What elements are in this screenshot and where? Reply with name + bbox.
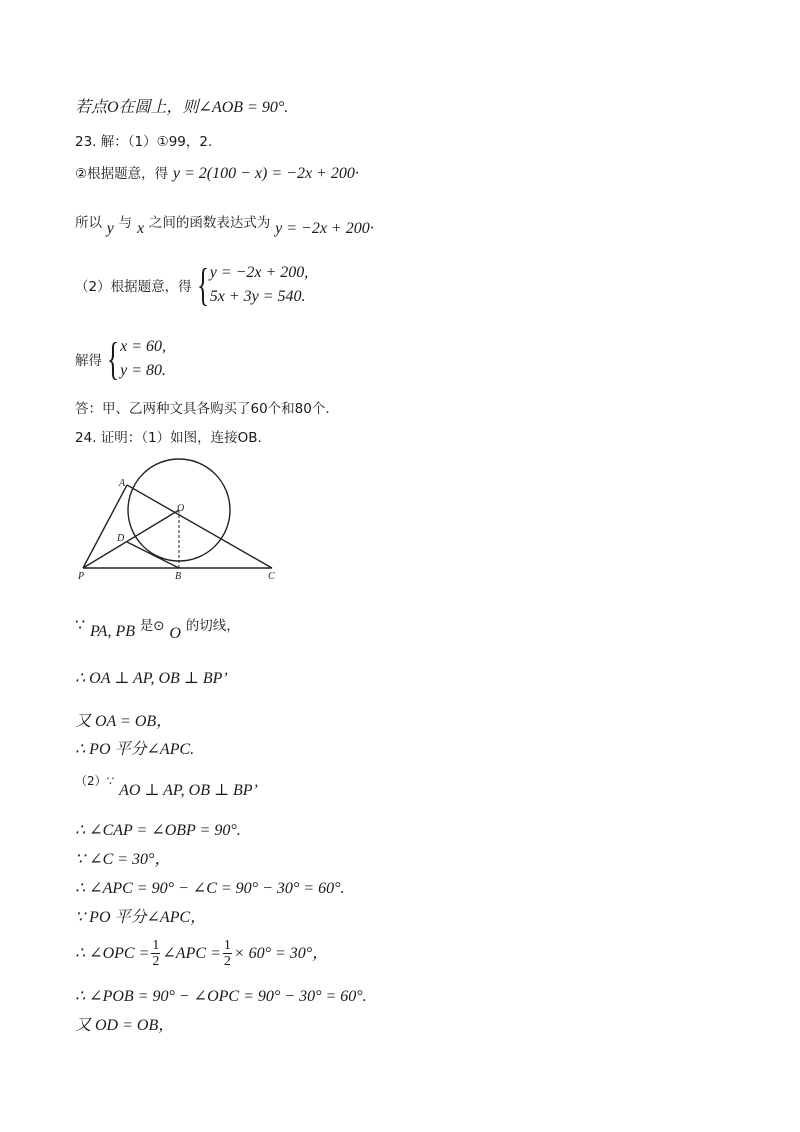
line-ac	[127, 485, 272, 568]
equation-1b: 5x + 3y = 540.	[209, 288, 306, 305]
left-brace: {	[196, 259, 209, 310]
text-l5-prefix: （2）根据题意，得	[75, 279, 192, 295]
text-l4-x: x	[136, 220, 145, 237]
left-brace: {	[106, 333, 120, 384]
system-1-equations	[210, 262, 309, 308]
text-l15: ∵ ∠C = 30°，	[75, 851, 171, 868]
line-18	[75, 938, 328, 969]
equation-1a: y = −2x + 200,	[209, 264, 309, 281]
text-l12: ∴ PO 平分∠APC.	[75, 741, 195, 758]
text-l10: ∴ OA ⊥ AP, OB ⊥ BP’	[75, 670, 228, 687]
line-17	[75, 907, 206, 928]
fraction-2-numerator: 1	[223, 938, 231, 953]
line-2	[75, 131, 212, 152]
text-l9-because: ∵	[75, 617, 86, 634]
text-l2: 23. 解：（1）①99，2.	[75, 134, 213, 150]
line-7	[75, 398, 330, 419]
text-l13-prefix: （2）∵	[75, 774, 115, 788]
text-l13-expr: AO ⊥ AP, OB ⊥ BP’	[119, 782, 258, 799]
text-l6-prefix: 解得	[75, 353, 102, 369]
line-pa	[83, 485, 127, 568]
system-2-equations	[120, 336, 166, 382]
line-8	[75, 427, 262, 448]
text-l20: 又 OD = OB，	[75, 1017, 175, 1034]
text-l17: ∵ PO 平分∠APC，	[75, 909, 207, 926]
line-19	[75, 986, 367, 1007]
equation-system-2	[75, 333, 166, 384]
label-o: O	[177, 503, 185, 514]
text-l3-expr: y = 2(100 − x) = −2x + 200·	[172, 165, 359, 182]
text-l4-y: y	[106, 220, 114, 237]
text-l18-a: ∴ ∠OPC =	[75, 944, 150, 962]
text-l11: 又 OA = OB，	[75, 713, 173, 730]
label-d: D	[117, 533, 125, 544]
label-c: C	[268, 571, 275, 582]
label-a: A	[119, 478, 126, 489]
fraction-2-denominator: 2	[223, 954, 231, 969]
text-l4-suffix: 之间的函数表达式为	[148, 215, 271, 231]
line-12	[75, 739, 194, 760]
line-1	[75, 97, 288, 118]
fraction-half-1	[151, 938, 160, 969]
text-l14: ∴ ∠CAP = ∠OBP = 90°.	[75, 822, 241, 839]
text-l4-expr: y = −2x + 200·	[275, 220, 374, 237]
text-l8: 24. 证明：（1）如图，连接OB.	[75, 430, 262, 446]
text-l4-mid: 与	[118, 215, 133, 231]
equation-2b: y = 80.	[120, 362, 166, 379]
text-l9-mid: 是⊙	[139, 618, 165, 634]
text-l9-o: O	[169, 625, 181, 642]
fraction-1-denominator: 2	[152, 954, 160, 969]
line-9	[75, 615, 240, 642]
geometry-figure	[75, 455, 285, 585]
text-l7: 答：甲、乙两种文具各购买了60个和80个.	[75, 401, 330, 417]
fraction-half-2	[223, 938, 232, 969]
fraction-1-numerator: 1	[152, 938, 160, 953]
text-l9-pa-pb: PA, PB	[89, 623, 135, 640]
line-13	[75, 770, 258, 799]
text-l4-prefix: 所以	[75, 215, 102, 231]
line-20	[75, 1015, 174, 1036]
equation-2a: x = 60,	[120, 338, 166, 355]
label-b: B	[175, 571, 182, 582]
line-16	[75, 878, 344, 899]
text-l3-prefix: ②根据题意，得	[75, 166, 169, 182]
line-10	[75, 668, 228, 689]
line-db	[127, 542, 179, 568]
text-l19: ∴ ∠POB = 90° − ∠OPC = 90° − 30° = 60°.	[75, 988, 367, 1005]
line-3	[75, 163, 359, 184]
text-l9-suffix: 的切线，	[185, 618, 240, 634]
text-l18-c: × 60° = 30°，	[233, 944, 329, 962]
line-15	[75, 849, 170, 870]
line-11	[75, 711, 172, 732]
text-l1: 若点O在圆上，则∠AOB = 90°.	[75, 99, 289, 116]
label-p: P	[78, 571, 85, 582]
equation-system-1	[75, 259, 309, 310]
line-14	[75, 820, 241, 841]
text-l16: ∴ ∠APC = 90° − ∠C = 90° − 30° = 60°.	[75, 880, 345, 897]
line-4	[75, 212, 374, 237]
text-l18-b: ∠APC =	[162, 944, 221, 962]
